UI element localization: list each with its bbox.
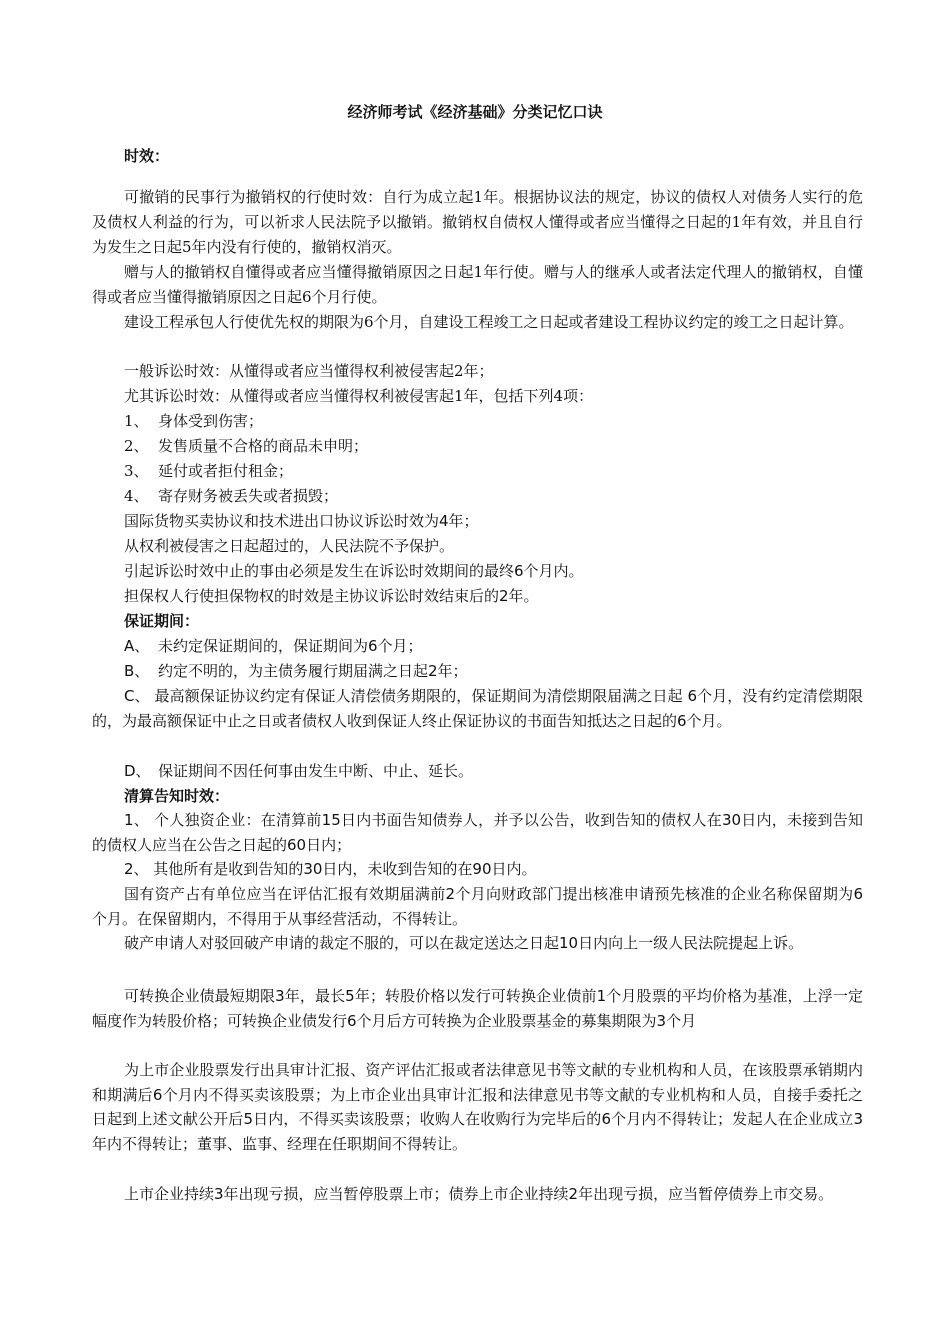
paragraph: 破产申请人对驳回破产申请的裁定不服的，可以在裁定送达之日起10日内向上一级人民法院提起上诉。	[124, 934, 804, 952]
list-item	[124, 409, 263, 433]
page-title: 经济师考试《经济基础》分类记忆口诀	[347, 103, 603, 121]
paragraph: 赠与人的撤销权自懂得或者应当懂得撤销原因之日起1年行使。赠与人的继承人或者法定代理人的撤销权，自懂得或者应当懂得撤销原因之日起6个月行使。	[92, 263, 863, 306]
list-number: D、	[124, 762, 151, 780]
list-text: 未约定保证期间的，保证期间为6个月；	[158, 637, 423, 655]
list-item	[124, 634, 423, 658]
list-text: 发售质量不合格的商品未申明；	[158, 437, 369, 455]
list-text: 保证期间不因任何事由发生中断、中止、延长。	[158, 762, 474, 780]
list-number: 2、	[124, 437, 149, 455]
list-text: 身体受到伤害；	[158, 412, 264, 430]
paragraph: 1、 个人独资企业：在清算前15日内书面告知债券人，并予以公告，收到告知的债权人在30日内，未接到告知的债权人应当在公告之日起的60日内；	[92, 811, 863, 854]
text-line: 从权利被侵害之日起超过的，人民法院不予保护。	[124, 537, 455, 555]
text-line: 尤其诉讼时效：从懂得或者应当懂得权利被侵害起1年，包括下列4项：	[124, 387, 594, 405]
list-text: 约定不明的，为主债务履行期届满之日起2年；	[158, 662, 468, 680]
text-line: 担保权人行使担保物权的时效是主协议诉讼时效结束后的2年。	[124, 587, 539, 605]
paragraph: 建设工程承包人行使优先权的期限为6个月，自建设工程竣工之日起或者建设工程协议约定的竣工之日起计算。	[124, 313, 854, 331]
paragraph: 为上市企业股票发行出具审计汇报、资产评估汇报或者法律意见书等文献的专业机构和人员，在该股票承销期内和期满后6个月内不得买卖该股票；为上市企业出具审计汇报和法律意见书等文献的专业机构和人员，自接手委托之日起到上述文献公开后5日内，不得买卖该股票；收购人在收购行为完毕后的6个月内不得转让；发起人在企业成立3年内不得转让；董事、监事、经理在任职期间不得转让。	[92, 1061, 863, 1153]
list-item	[124, 459, 293, 483]
paragraph: 可撤销的民事行为撤销权的行使时效：自行为成立起1年。根据协议法的规定，协议的债权人对债务人实行的危及债权人利益的行为，可以祈求人民法院予以撤销。撤销权自债权人懂得或者应当懂得之日起的1年有效，并且自行为发生之日起5年内没有行使的，撤销权消灭。	[92, 188, 863, 256]
list-number: 1、	[124, 412, 149, 430]
list-item	[124, 484, 338, 508]
list-item	[124, 759, 473, 783]
paragraph: 上市企业持续3年出现亏损，应当暂停股票上市；债券上市企业持续2年出现亏损，应当暂停债券上市交易。	[124, 1185, 834, 1203]
text-line: 引起诉讼时效中止的事由必须是发生在诉讼时效期间的最终6个月内。	[124, 562, 584, 580]
list-number: B、	[124, 662, 150, 680]
text-line: 国际货物买卖协议和技术进出口协议诉讼时效为4年；	[124, 512, 479, 530]
list-item	[124, 659, 468, 683]
list-number: A、	[124, 637, 150, 655]
list-number: 3、	[124, 462, 149, 480]
section-heading-timeliness: 时效：	[124, 147, 170, 165]
list-text: 延付或者拒付租金；	[158, 462, 294, 480]
section-heading-guarantee: 保证期间：	[124, 612, 200, 630]
section-heading-liquidation: 清算告知时效：	[124, 787, 230, 805]
paragraph: C、 最高额保证协议约定有保证人清偿债务期限的，保证期间为清偿期限届满之日起 6个月，没有约定清偿期限的，为最高额保证中止之日或者债权人收到保证人终止保证协议的书面告知抵达之日起的6个月。	[92, 687, 863, 730]
paragraph: 可转换企业债最短期限3年，最长5年；转股价格以发行可转换企业债前1个月股票的平均价格为基准，上浮一定幅度作为转股价格；可转换企业债发行6个月后方可转换为企业股票基金的募集期限为3个月	[92, 987, 863, 1030]
paragraph: 国有资产占有单位应当在评估汇报有效期届满前2个月向财政部门提出核准申请预先核准的企业名称保留期为6个月。在保留期内，不得用于从事经营活动，不得转让。	[92, 885, 863, 928]
text-line: 一般诉讼时效：从懂得或者应当懂得权利被侵害起2年；	[124, 362, 494, 380]
list-text: 寄存财务被丢失或者损毁；	[158, 487, 339, 505]
paragraph: 2、 其他所有是收到告知的30日内，未收到告知的在90日内。	[124, 860, 537, 878]
list-item	[124, 434, 368, 458]
list-number: 4、	[124, 487, 149, 505]
